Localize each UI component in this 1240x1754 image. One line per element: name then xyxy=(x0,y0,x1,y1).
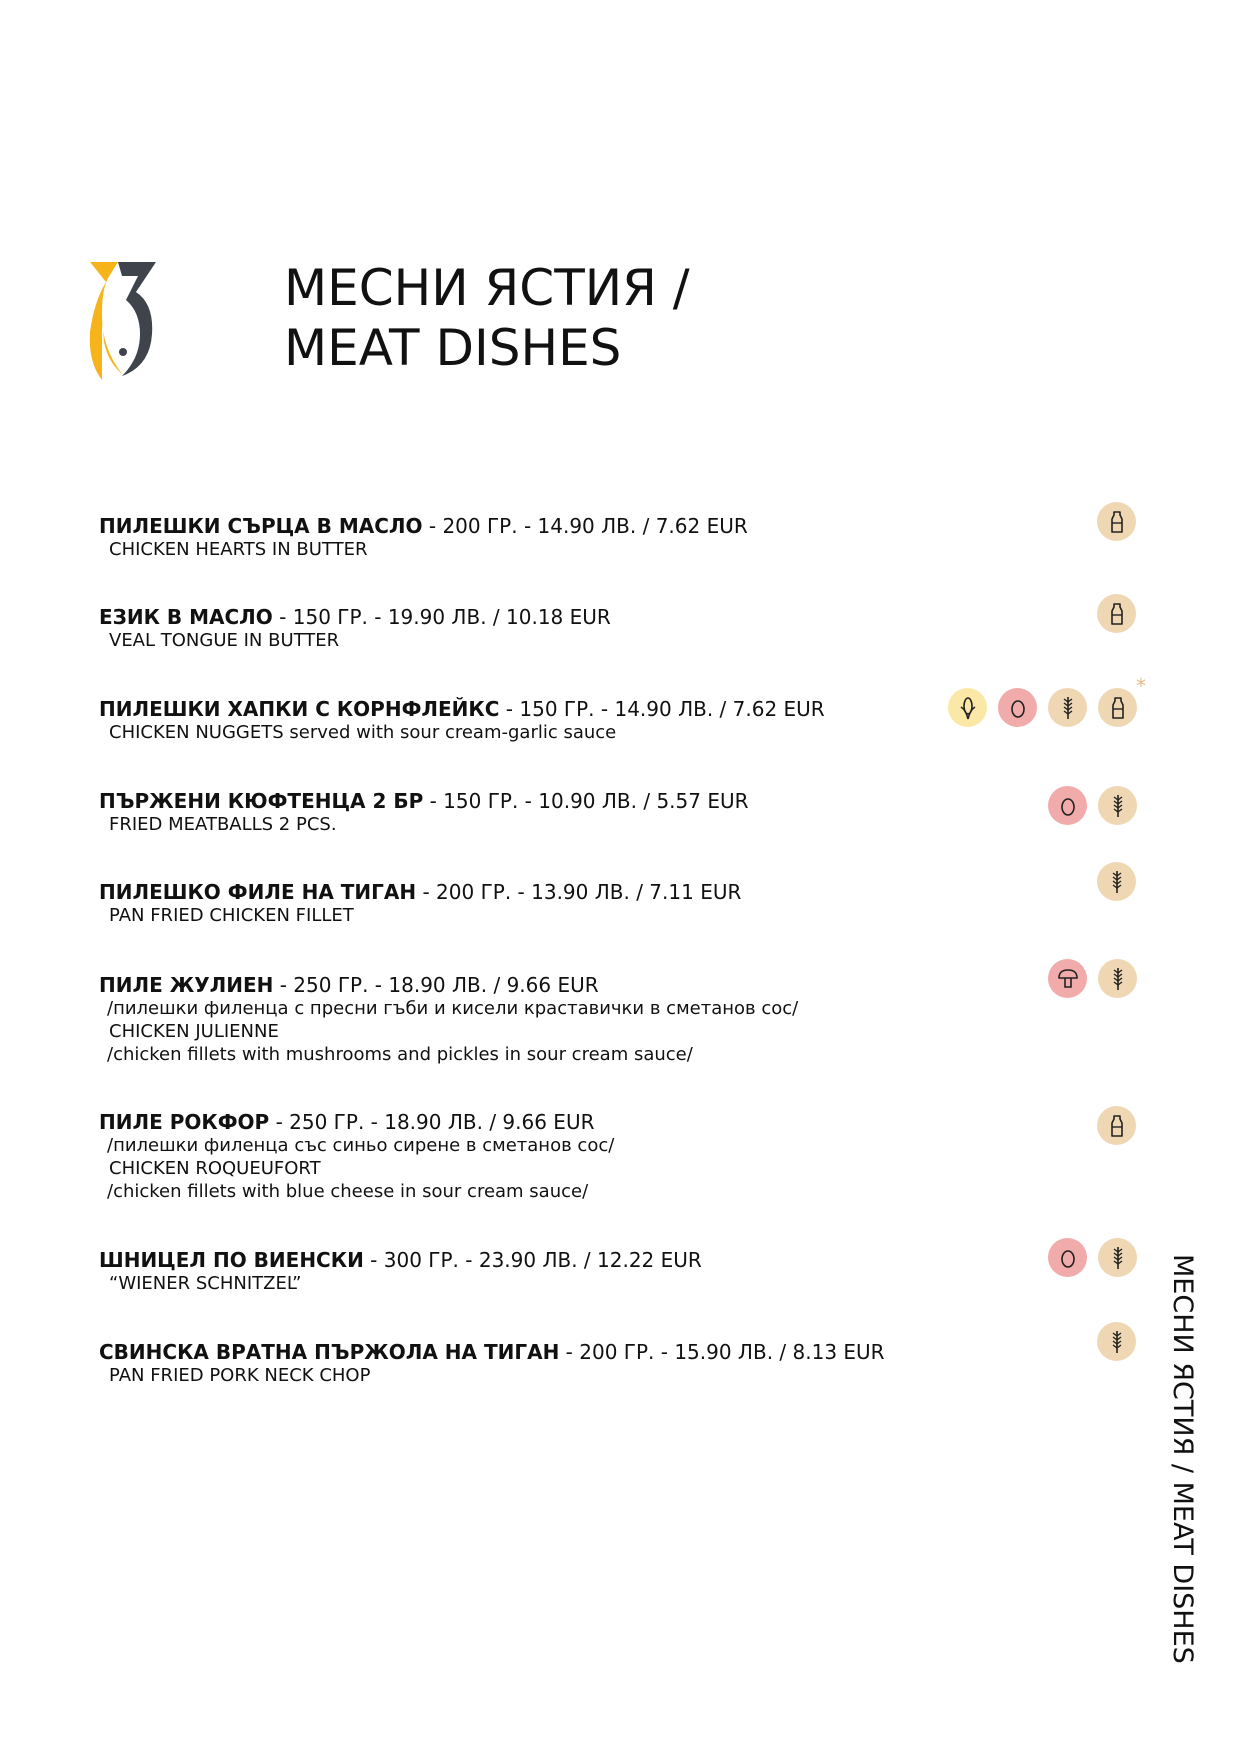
title-line-en: MEAT DISHES xyxy=(284,319,622,377)
item-name-en: “WIENER SCHNITZEL” xyxy=(109,1273,302,1294)
allergen-icons xyxy=(1048,959,1137,998)
item-details: - 150 ГР. - 10.90 ЛВ. / 5.57 EUR xyxy=(423,789,749,813)
item-details: - 300 ГР. - 23.90 ЛВ. / 12.22 EUR xyxy=(363,1248,702,1272)
milk-icon xyxy=(1097,502,1136,541)
item-title xyxy=(99,1110,959,1134)
item-details: - 250 ГР. - 18.90 ЛВ. / 9.66 EUR xyxy=(269,1110,595,1134)
menu-item xyxy=(99,1110,959,1203)
item-details: - 150 ГР. - 19.90 ЛВ. / 10.18 EUR xyxy=(272,605,611,629)
item-name-en: PAN FRIED PORK NECK CHOP xyxy=(109,1365,371,1386)
allergen-icons xyxy=(1097,594,1136,633)
egg-icon xyxy=(1048,786,1087,825)
page-title xyxy=(284,258,690,378)
item-name-en: PAN FRIED CHICKEN FILLET xyxy=(109,905,354,926)
milk-icon xyxy=(1097,594,1136,633)
item-details: - 200 ГР. - 15.90 ЛВ. / 8.13 EUR xyxy=(559,1340,885,1364)
menu-item xyxy=(99,789,959,836)
item-details: - 250 ГР. - 18.90 ЛВ. / 9.66 EUR xyxy=(273,973,599,997)
egg-icon xyxy=(998,688,1037,727)
milk-icon xyxy=(1097,1106,1136,1145)
allergen-icons xyxy=(1097,1106,1136,1145)
menu-item xyxy=(99,514,959,561)
item-name-bg: СВИНСКА ВРАТНА ПЪРЖОЛА НА ТИГАН xyxy=(99,1340,560,1364)
item-name-en: CHICKEN ROQUEUFORT xyxy=(109,1158,321,1179)
allergen-icons xyxy=(948,688,1137,727)
item-name-bg: ПИЛЕШКИ СЪРЦА В МАСЛО xyxy=(99,514,423,538)
allergen-icons xyxy=(1097,862,1136,901)
item-name-en: CHICKEN NUGGETS served with sour cream-garlic sauce xyxy=(109,722,617,743)
menu-item xyxy=(99,973,959,1066)
menu-item xyxy=(99,880,959,927)
item-details: - 150 ГР. - 14.90 ЛВ. / 7.62 EUR xyxy=(499,697,825,721)
wheat-icon xyxy=(1098,1238,1137,1277)
item-name-en: CHICKEN JULIENNE xyxy=(109,1021,279,1042)
item-title xyxy=(99,697,959,721)
allergen-icons xyxy=(1097,1322,1136,1361)
allergen-icons xyxy=(1048,786,1137,825)
milk-icon xyxy=(1098,688,1137,727)
mushroom-icon xyxy=(1048,959,1087,998)
item-desc-en: /chicken fillets with mushrooms and pickles in sour cream sauce/ xyxy=(107,1044,693,1065)
item-title xyxy=(99,1248,959,1272)
corn-icon xyxy=(948,688,987,727)
item-name-bg: ПЪРЖЕНИ КЮФТЕНЦА 2 БР xyxy=(99,789,424,813)
title-line-bg: МЕСНИ ЯСТИЯ / xyxy=(284,259,690,317)
allergen-icons xyxy=(1097,502,1136,541)
item-title xyxy=(99,880,959,904)
item-name-bg: ПИЛЕ ЖУЛИЕН xyxy=(99,973,274,997)
menu-item xyxy=(99,1248,959,1295)
item-details: - 200 ГР. - 14.90 ЛВ. / 7.62 EUR xyxy=(422,514,748,538)
item-name-bg: ПИЛЕ РОКФОР xyxy=(99,1110,270,1134)
item-name-bg: ПИЛЕШКИ ХАПКИ С КОРНФЛЕЙКС xyxy=(99,697,500,721)
item-title xyxy=(99,605,959,629)
item-title xyxy=(99,789,959,813)
item-name-en: FRIED MEATBALLS 2 PCS. xyxy=(109,814,337,835)
item-desc-bg: /пилешки филенца с пресни гъби и кисели краставички в сметанов сос/ xyxy=(107,998,799,1019)
footnote-mark: * xyxy=(1136,674,1146,698)
restaurant-logo xyxy=(88,262,160,380)
wheat-icon xyxy=(1048,688,1087,727)
wheat-icon xyxy=(1098,786,1137,825)
menu-item xyxy=(99,697,959,744)
item-name-en: VEAL TONGUE IN BUTTER xyxy=(109,630,340,651)
item-name-bg: ШНИЦЕЛ ПО ВИЕНСКИ xyxy=(99,1248,364,1272)
egg-icon xyxy=(1048,1238,1087,1277)
item-title xyxy=(99,973,959,997)
item-title xyxy=(99,514,959,538)
item-details: - 200 ГР. - 13.90 ЛВ. / 7.11 EUR xyxy=(416,880,742,904)
wheat-icon xyxy=(1097,1322,1136,1361)
menu-item xyxy=(99,1340,959,1387)
wheat-icon xyxy=(1098,959,1137,998)
item-name-bg: ПИЛЕШКО ФИЛЕ НА ТИГАН xyxy=(99,880,417,904)
item-desc-bg: /пилешки филенца със синьо сирене в сметанов сос/ xyxy=(107,1135,615,1156)
item-title xyxy=(99,1340,959,1364)
wheat-icon xyxy=(1097,862,1136,901)
allergen-icons xyxy=(1048,1238,1137,1277)
menu-item xyxy=(99,605,959,652)
item-desc-en: /chicken fillets with blue cheese in sour cream sauce/ xyxy=(107,1181,589,1202)
side-section-label: МЕСНИ ЯСТИЯ / MEAT DISHES xyxy=(1167,1254,1198,1664)
item-name-en: CHICKEN HEARTS IN BUTTER xyxy=(109,539,368,560)
item-name-bg: ЕЗИК В МАСЛО xyxy=(99,605,273,629)
